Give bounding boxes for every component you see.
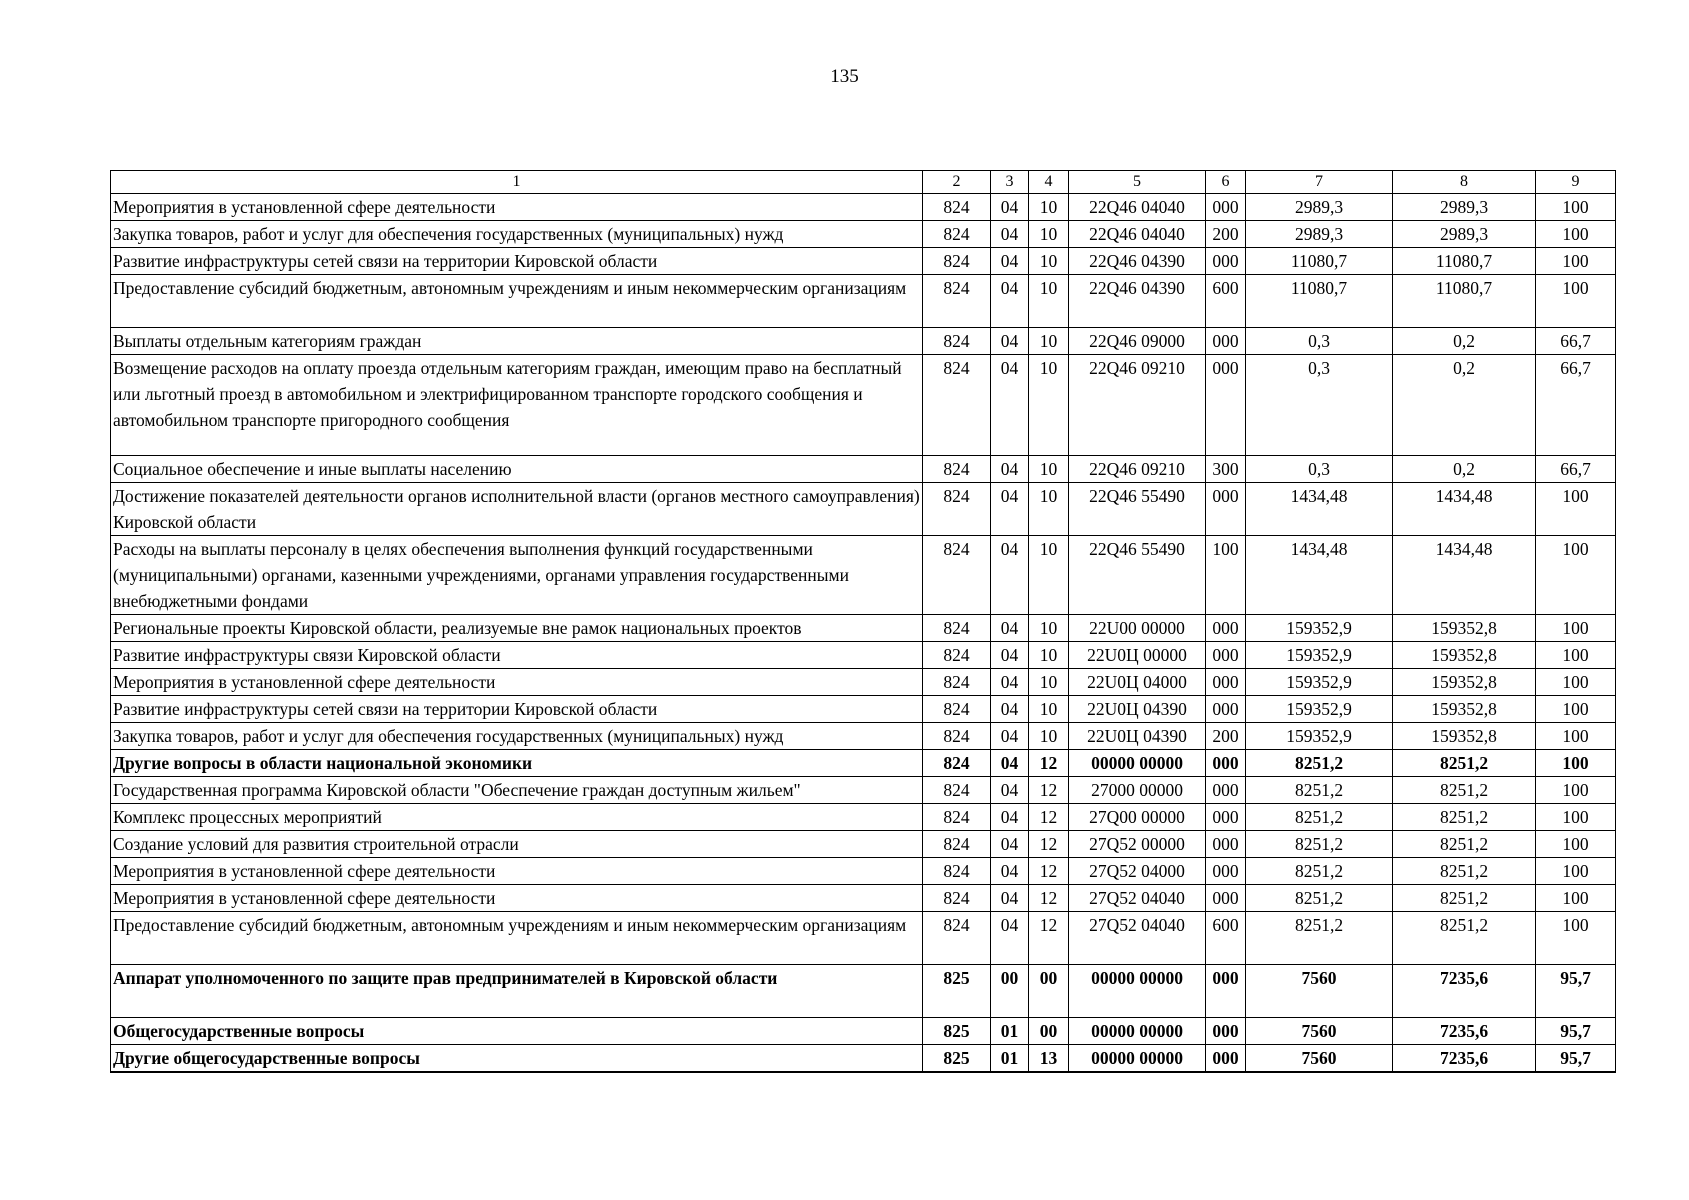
code-cell: 824	[923, 723, 991, 750]
actual-amount-cell: 8251,2	[1393, 750, 1536, 777]
row-name-cell: Развитие инфраструктуры сетей связи на территории Кировской области	[111, 696, 923, 723]
target-article-cell: 22Q46 04390	[1069, 248, 1206, 275]
section-cell: 00	[991, 965, 1029, 1018]
section-cell: 04	[991, 669, 1029, 696]
percent-cell: 100	[1536, 615, 1616, 642]
table-row	[111, 858, 1616, 885]
section-cell: 04	[991, 355, 1029, 456]
percent-cell: 100	[1536, 669, 1616, 696]
code-cell: 824	[923, 456, 991, 483]
section-cell: 04	[991, 221, 1029, 248]
code-cell: 825	[923, 965, 991, 1018]
percent-cell: 95,7	[1536, 1045, 1616, 1073]
expense-type-cell: 000	[1206, 328, 1246, 355]
target-article-cell: 22U0Ц 04390	[1069, 723, 1206, 750]
subsection-cell: 12	[1029, 912, 1069, 965]
planned-amount-cell: 2989,3	[1246, 221, 1393, 248]
target-article-cell: 00000 00000	[1069, 1045, 1206, 1073]
planned-amount-cell: 159352,9	[1246, 723, 1393, 750]
section-cell: 01	[991, 1018, 1029, 1045]
actual-amount-cell: 8251,2	[1393, 912, 1536, 965]
header-cell: 6	[1206, 171, 1246, 194]
percent-cell: 95,7	[1536, 965, 1616, 1018]
section-cell: 04	[991, 483, 1029, 536]
actual-amount-cell: 8251,2	[1393, 885, 1536, 912]
subsection-cell: 10	[1029, 723, 1069, 750]
target-article-cell: 22Q46 04040	[1069, 221, 1206, 248]
code-cell: 824	[923, 858, 991, 885]
section-cell: 04	[991, 248, 1029, 275]
target-article-cell: 00000 00000	[1069, 750, 1206, 777]
planned-amount-cell: 0,3	[1246, 355, 1393, 456]
row-name-cell: Закупка товаров, работ и услуг для обеспечения государственных (муниципальных) нужд	[111, 221, 923, 248]
percent-cell: 95,7	[1536, 1018, 1616, 1045]
code-cell: 824	[923, 536, 991, 615]
section-cell: 04	[991, 194, 1029, 221]
target-article-cell: 27Q52 04040	[1069, 885, 1206, 912]
header-cell: 9	[1536, 171, 1616, 194]
expense-type-cell: 000	[1206, 696, 1246, 723]
section-cell: 04	[991, 804, 1029, 831]
row-name-cell: Выплаты отдельным категориям граждан	[111, 328, 923, 355]
table-row	[111, 750, 1616, 777]
planned-amount-cell: 8251,2	[1246, 831, 1393, 858]
table-row	[111, 696, 1616, 723]
header-cell: 2	[923, 171, 991, 194]
actual-amount-cell: 159352,8	[1393, 723, 1536, 750]
code-cell: 824	[923, 696, 991, 723]
subsection-cell: 10	[1029, 483, 1069, 536]
planned-amount-cell: 8251,2	[1246, 750, 1393, 777]
code-cell: 825	[923, 1045, 991, 1073]
actual-amount-cell: 159352,8	[1393, 669, 1536, 696]
planned-amount-cell: 0,3	[1246, 328, 1393, 355]
target-article-cell: 27000 00000	[1069, 777, 1206, 804]
row-name-cell: Закупка товаров, работ и услуг для обеспечения государственных (муниципальных) нужд	[111, 723, 923, 750]
planned-amount-cell: 159352,9	[1246, 669, 1393, 696]
code-cell: 824	[923, 885, 991, 912]
row-name-cell: Другие вопросы в области национальной экономики	[111, 750, 923, 777]
expense-type-cell: 000	[1206, 642, 1246, 669]
actual-amount-cell: 2989,3	[1393, 221, 1536, 248]
subsection-cell: 10	[1029, 194, 1069, 221]
actual-amount-cell: 1434,48	[1393, 536, 1536, 615]
expense-type-cell: 100	[1206, 536, 1246, 615]
table-row	[111, 642, 1616, 669]
planned-amount-cell: 8251,2	[1246, 912, 1393, 965]
target-article-cell: 22Q46 09210	[1069, 355, 1206, 456]
target-article-cell: 22Q46 55490	[1069, 483, 1206, 536]
code-cell: 824	[923, 642, 991, 669]
section-cell: 04	[991, 642, 1029, 669]
table-row	[111, 456, 1616, 483]
table-row	[111, 355, 1616, 456]
table-row	[111, 885, 1616, 912]
section-cell: 04	[991, 456, 1029, 483]
actual-amount-cell: 11080,7	[1393, 248, 1536, 275]
table-row	[111, 1045, 1616, 1073]
table-row	[111, 536, 1616, 615]
table-row	[111, 912, 1616, 965]
subsection-cell: 10	[1029, 248, 1069, 275]
section-cell: 04	[991, 831, 1029, 858]
header-cell: 3	[991, 171, 1029, 194]
table-row	[111, 723, 1616, 750]
actual-amount-cell: 159352,8	[1393, 642, 1536, 669]
table-row	[111, 483, 1616, 536]
subsection-cell: 10	[1029, 355, 1069, 456]
planned-amount-cell: 8251,2	[1246, 858, 1393, 885]
expense-type-cell: 000	[1206, 1045, 1246, 1073]
actual-amount-cell: 8251,2	[1393, 777, 1536, 804]
row-name-cell: Комплекс процессных мероприятий	[111, 804, 923, 831]
page-number: 135	[830, 66, 859, 87]
budget-table	[110, 170, 1616, 1073]
row-name-cell: Мероприятия в установленной сфере деятельности	[111, 885, 923, 912]
planned-amount-cell: 7560	[1246, 965, 1393, 1018]
section-cell: 04	[991, 536, 1029, 615]
expense-type-cell: 000	[1206, 248, 1246, 275]
planned-amount-cell: 2989,3	[1246, 194, 1393, 221]
actual-amount-cell: 0,2	[1393, 328, 1536, 355]
section-cell: 04	[991, 912, 1029, 965]
subsection-cell: 12	[1029, 858, 1069, 885]
target-article-cell: 22Q46 04040	[1069, 194, 1206, 221]
planned-amount-cell: 1434,48	[1246, 536, 1393, 615]
expense-type-cell: 000	[1206, 355, 1246, 456]
section-cell: 04	[991, 723, 1029, 750]
percent-cell: 100	[1536, 194, 1616, 221]
row-name-cell: Мероприятия в установленной сфере деятельности	[111, 669, 923, 696]
table-header-row	[111, 171, 1616, 194]
percent-cell: 66,7	[1536, 328, 1616, 355]
row-name-cell: Развитие инфраструктуры связи Кировской области	[111, 642, 923, 669]
table-row	[111, 831, 1616, 858]
table-row	[111, 965, 1616, 1018]
header-cell: 4	[1029, 171, 1069, 194]
percent-cell: 100	[1536, 723, 1616, 750]
code-cell: 824	[923, 804, 991, 831]
target-article-cell: 22U0Ц 04390	[1069, 696, 1206, 723]
table-row	[111, 1018, 1616, 1045]
target-article-cell: 27Q52 00000	[1069, 831, 1206, 858]
actual-amount-cell: 1434,48	[1393, 483, 1536, 536]
planned-amount-cell: 159352,9	[1246, 642, 1393, 669]
percent-cell: 100	[1536, 912, 1616, 965]
expense-type-cell: 300	[1206, 456, 1246, 483]
planned-amount-cell: 159352,9	[1246, 696, 1393, 723]
table-body	[111, 171, 1616, 1073]
planned-amount-cell: 8251,2	[1246, 777, 1393, 804]
section-cell: 04	[991, 696, 1029, 723]
code-cell: 825	[923, 1018, 991, 1045]
subsection-cell: 10	[1029, 221, 1069, 248]
code-cell: 824	[923, 777, 991, 804]
actual-amount-cell: 8251,2	[1393, 858, 1536, 885]
subsection-cell: 12	[1029, 777, 1069, 804]
expense-type-cell: 600	[1206, 912, 1246, 965]
expense-type-cell: 000	[1206, 831, 1246, 858]
percent-cell: 100	[1536, 858, 1616, 885]
actual-amount-cell: 7235,6	[1393, 1018, 1536, 1045]
actual-amount-cell: 2989,3	[1393, 194, 1536, 221]
planned-amount-cell: 7560	[1246, 1045, 1393, 1073]
row-name-cell: Достижение показателей деятельности органов исполнительной власти (органов местного самоуправления) Кировской области	[111, 483, 923, 536]
row-name-cell: Предоставление субсидий бюджетным, автономным учреждениям и иным некоммерческим организациям	[111, 912, 923, 965]
subsection-cell: 12	[1029, 804, 1069, 831]
actual-amount-cell: 7235,6	[1393, 965, 1536, 1018]
percent-cell: 100	[1536, 885, 1616, 912]
table-row	[111, 777, 1616, 804]
code-cell: 824	[923, 615, 991, 642]
row-name-cell: Предоставление субсидий бюджетным, автономным учреждениям и иным некоммерческим организациям	[111, 275, 923, 328]
subsection-cell: 10	[1029, 456, 1069, 483]
target-article-cell: 22Q46 04390	[1069, 275, 1206, 328]
subsection-cell: 10	[1029, 328, 1069, 355]
subsection-cell: 00	[1029, 965, 1069, 1018]
actual-amount-cell: 8251,2	[1393, 804, 1536, 831]
planned-amount-cell: 8251,2	[1246, 885, 1393, 912]
subsection-cell: 10	[1029, 669, 1069, 696]
actual-amount-cell: 11080,7	[1393, 275, 1536, 328]
expense-type-cell: 000	[1206, 885, 1246, 912]
expense-type-cell: 000	[1206, 777, 1246, 804]
section-cell: 04	[991, 750, 1029, 777]
planned-amount-cell: 11080,7	[1246, 275, 1393, 328]
row-name-cell: Мероприятия в установленной сфере деятельности	[111, 194, 923, 221]
row-name-cell: Расходы на выплаты персоналу в целях обеспечения выполнения функций государственными (муниципальными) органами, казенными учреждениями, органами управления государственными внебюджетными фондами	[111, 536, 923, 615]
planned-amount-cell: 11080,7	[1246, 248, 1393, 275]
planned-amount-cell: 1434,48	[1246, 483, 1393, 536]
section-cell: 04	[991, 885, 1029, 912]
percent-cell: 100	[1536, 750, 1616, 777]
section-cell: 04	[991, 275, 1029, 328]
section-cell: 01	[991, 1045, 1029, 1073]
percent-cell: 100	[1536, 275, 1616, 328]
expense-type-cell: 000	[1206, 1018, 1246, 1045]
percent-cell: 100	[1536, 221, 1616, 248]
subsection-cell: 00	[1029, 1018, 1069, 1045]
percent-cell: 100	[1536, 777, 1616, 804]
expense-type-cell: 200	[1206, 723, 1246, 750]
row-name-cell: Региональные проекты Кировской области, реализуемые вне рамок национальных проектов	[111, 615, 923, 642]
target-article-cell: 22U00 00000	[1069, 615, 1206, 642]
header-cell: 1	[111, 171, 923, 194]
expense-type-cell: 000	[1206, 615, 1246, 642]
expense-type-cell: 000	[1206, 194, 1246, 221]
code-cell: 824	[923, 912, 991, 965]
subsection-cell: 10	[1029, 536, 1069, 615]
row-name-cell: Государственная программа Кировской области "Обеспечение граждан доступным жильем"	[111, 777, 923, 804]
expense-type-cell: 000	[1206, 965, 1246, 1018]
percent-cell: 100	[1536, 483, 1616, 536]
section-cell: 04	[991, 777, 1029, 804]
percent-cell: 100	[1536, 804, 1616, 831]
code-cell: 824	[923, 275, 991, 328]
target-article-cell: 22U0Ц 04000	[1069, 669, 1206, 696]
target-article-cell: 00000 00000	[1069, 965, 1206, 1018]
actual-amount-cell: 0,2	[1393, 355, 1536, 456]
code-cell: 824	[923, 669, 991, 696]
expense-type-cell: 000	[1206, 669, 1246, 696]
row-name-cell: Аппарат уполномоченного по защите прав предпринимателей в Кировской области	[111, 965, 923, 1018]
table-row	[111, 615, 1616, 642]
percent-cell: 66,7	[1536, 355, 1616, 456]
subsection-cell: 12	[1029, 750, 1069, 777]
code-cell: 824	[923, 194, 991, 221]
table-row	[111, 275, 1616, 328]
target-article-cell: 22Q46 09210	[1069, 456, 1206, 483]
expense-type-cell: 000	[1206, 750, 1246, 777]
expense-type-cell: 600	[1206, 275, 1246, 328]
target-article-cell: 27Q52 04040	[1069, 912, 1206, 965]
expense-type-cell: 000	[1206, 804, 1246, 831]
section-cell: 04	[991, 328, 1029, 355]
actual-amount-cell: 159352,8	[1393, 615, 1536, 642]
header-cell: 5	[1069, 171, 1206, 194]
expense-type-cell: 000	[1206, 483, 1246, 536]
table-row	[111, 248, 1616, 275]
row-name-cell: Мероприятия в установленной сфере деятельности	[111, 858, 923, 885]
target-article-cell: 00000 00000	[1069, 1018, 1206, 1045]
row-name-cell: Создание условий для развития строительной отрасли	[111, 831, 923, 858]
subsection-cell: 10	[1029, 696, 1069, 723]
header-cell: 8	[1393, 171, 1536, 194]
percent-cell: 100	[1536, 642, 1616, 669]
table-row	[111, 804, 1616, 831]
percent-cell: 100	[1536, 831, 1616, 858]
table-row	[111, 221, 1616, 248]
percent-cell: 66,7	[1536, 456, 1616, 483]
actual-amount-cell: 0,2	[1393, 456, 1536, 483]
planned-amount-cell: 7560	[1246, 1018, 1393, 1045]
row-name-cell: Общегосударственные вопросы	[111, 1018, 923, 1045]
table-row	[111, 328, 1616, 355]
table-row	[111, 669, 1616, 696]
row-name-cell: Развитие инфраструктуры сетей связи на территории Кировской области	[111, 248, 923, 275]
code-cell: 824	[923, 831, 991, 858]
percent-cell: 100	[1536, 248, 1616, 275]
code-cell: 824	[923, 221, 991, 248]
subsection-cell: 12	[1029, 831, 1069, 858]
table-row	[111, 194, 1616, 221]
planned-amount-cell: 0,3	[1246, 456, 1393, 483]
planned-amount-cell: 159352,9	[1246, 615, 1393, 642]
target-article-cell: 22Q46 09000	[1069, 328, 1206, 355]
target-article-cell: 22Q46 55490	[1069, 536, 1206, 615]
expense-type-cell: 000	[1206, 858, 1246, 885]
target-article-cell: 27Q52 04000	[1069, 858, 1206, 885]
code-cell: 824	[923, 328, 991, 355]
code-cell: 824	[923, 355, 991, 456]
header-cell: 7	[1246, 171, 1393, 194]
actual-amount-cell: 7235,6	[1393, 1045, 1536, 1073]
row-name-cell: Другие общегосударственные вопросы	[111, 1045, 923, 1073]
subsection-cell: 10	[1029, 615, 1069, 642]
section-cell: 04	[991, 615, 1029, 642]
percent-cell: 100	[1536, 536, 1616, 615]
row-name-cell: Социальное обеспечение и иные выплаты населению	[111, 456, 923, 483]
actual-amount-cell: 159352,8	[1393, 696, 1536, 723]
expense-type-cell: 200	[1206, 221, 1246, 248]
percent-cell: 100	[1536, 696, 1616, 723]
row-name-cell: Возмещение расходов на оплату проезда отдельным категориям граждан, имеющим право на бесплатный или льготный проезд в автомобильном и электрифицированном транспорте городского сообщения и автомобильном транспорте пригородного сообщения	[111, 355, 923, 456]
subsection-cell: 12	[1029, 885, 1069, 912]
target-article-cell: 22U0Ц 00000	[1069, 642, 1206, 669]
section-cell: 04	[991, 858, 1029, 885]
subsection-cell: 13	[1029, 1045, 1069, 1073]
planned-amount-cell: 8251,2	[1246, 804, 1393, 831]
code-cell: 824	[923, 750, 991, 777]
subsection-cell: 10	[1029, 642, 1069, 669]
actual-amount-cell: 8251,2	[1393, 831, 1536, 858]
target-article-cell: 27Q00 00000	[1069, 804, 1206, 831]
code-cell: 824	[923, 248, 991, 275]
subsection-cell: 10	[1029, 275, 1069, 328]
code-cell: 824	[923, 483, 991, 536]
